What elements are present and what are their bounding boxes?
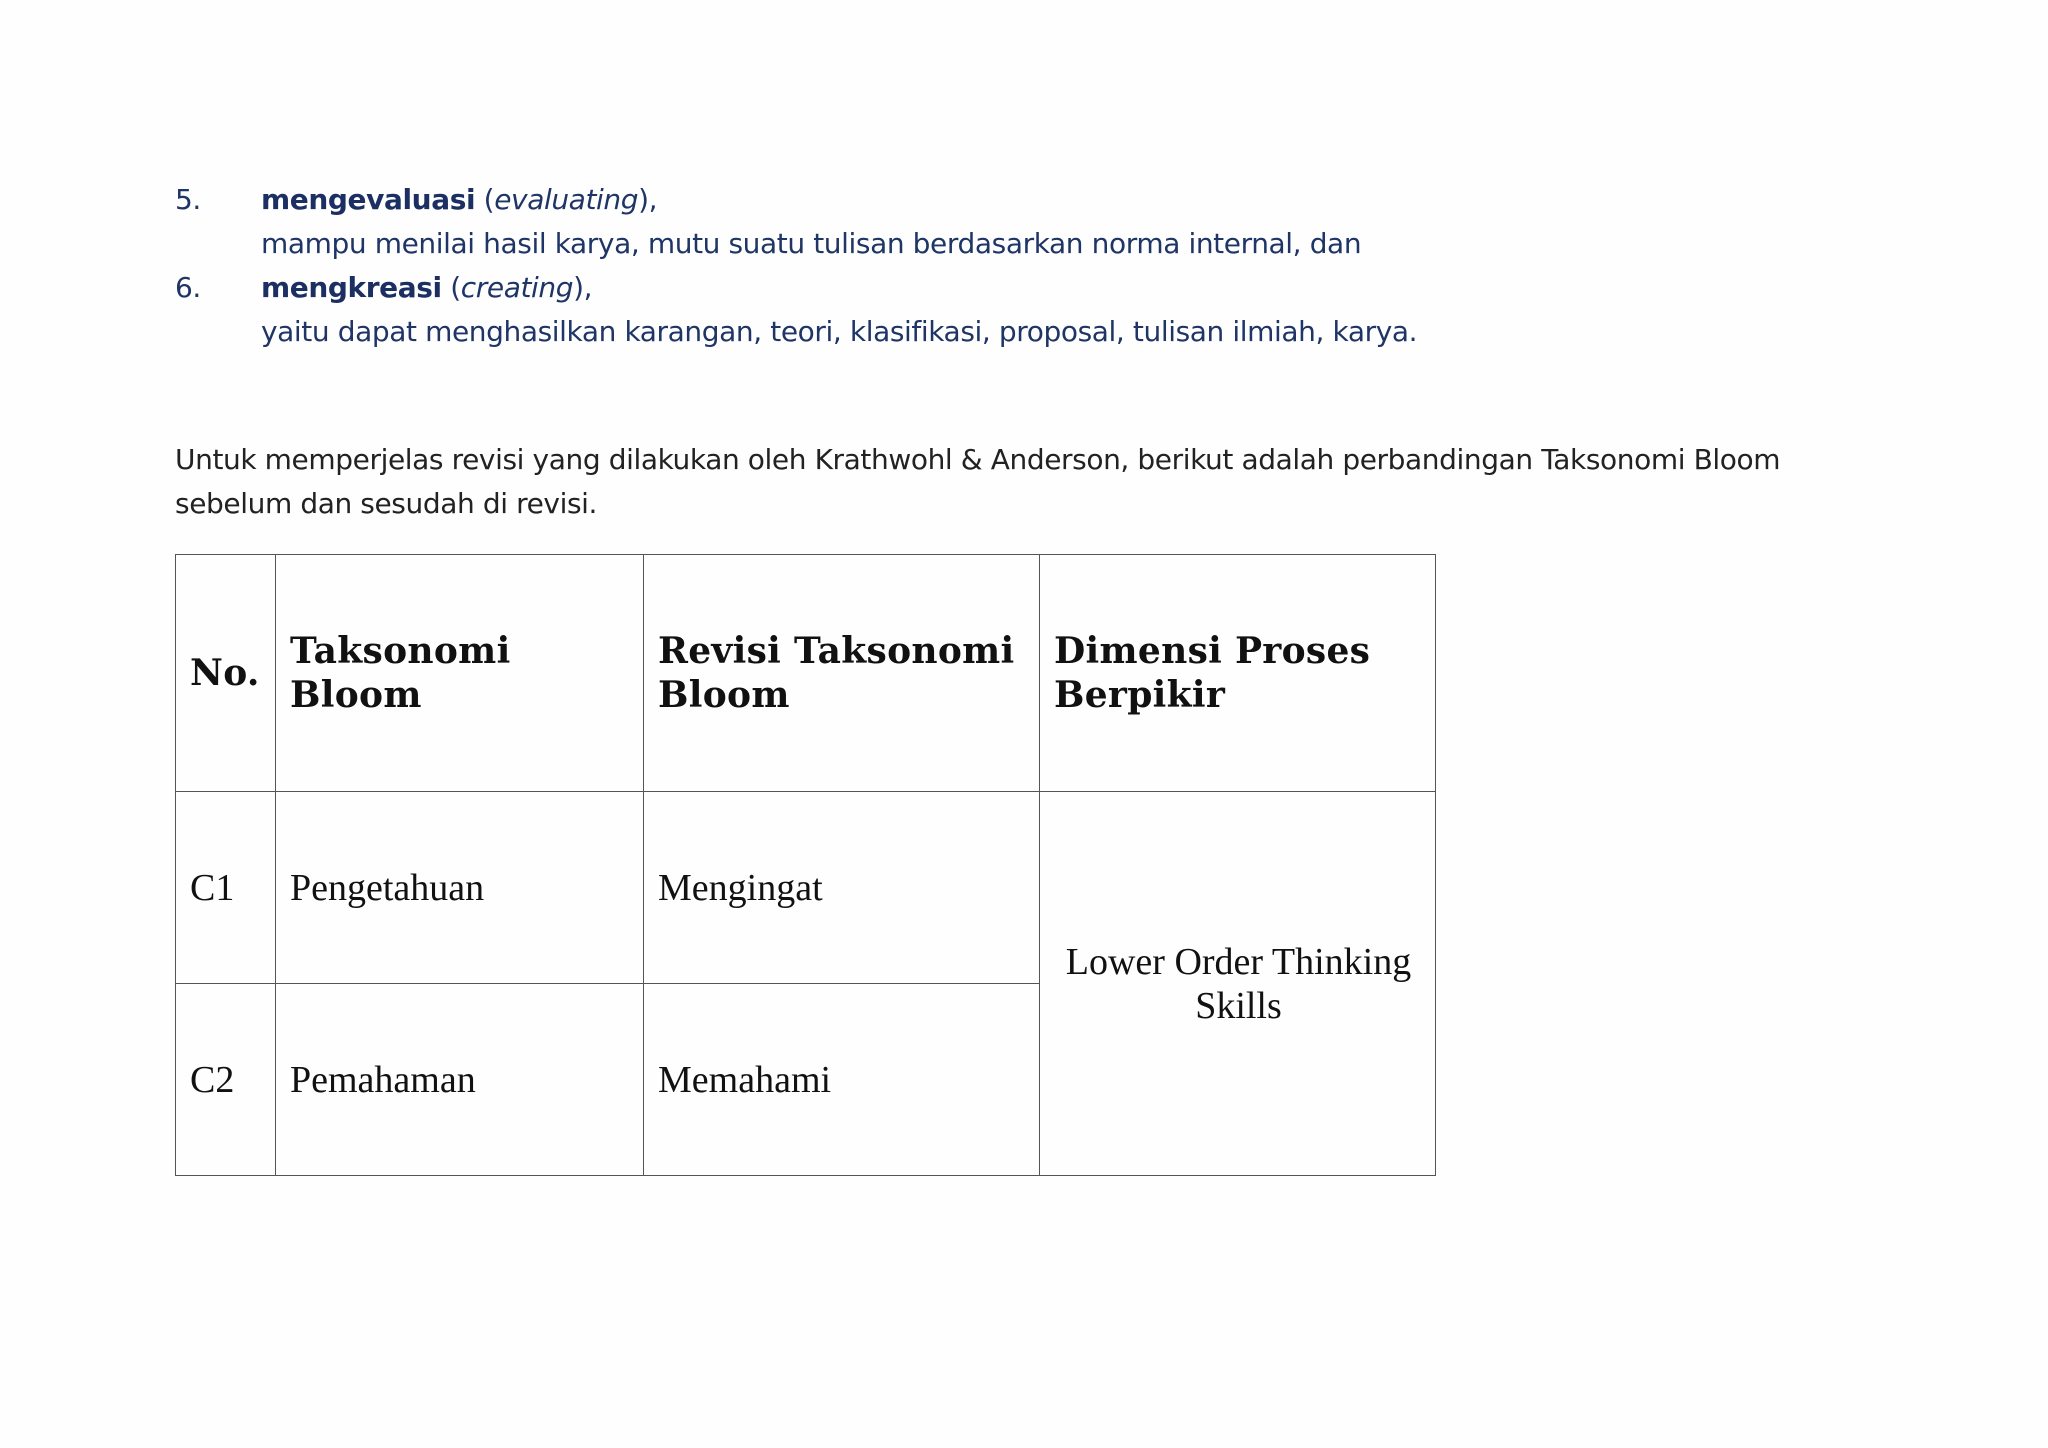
close-paren: ), bbox=[573, 271, 593, 304]
cell-revisi: Memahami bbox=[644, 984, 1040, 1176]
comparison-table bbox=[175, 554, 1436, 1176]
header-no: No. bbox=[176, 555, 276, 792]
list-item bbox=[175, 266, 1875, 354]
header-revisi-taksonomi: Revisi Taksonomi Bloom bbox=[644, 555, 1040, 792]
intro-paragraph: Untuk memperjelas revisi yang dilakukan oleh Krathwohl & Anderson, berikut adalah perbandingan Taksonomi Bloom sebelum dan sesudah di revisi. bbox=[175, 443, 1781, 520]
table-header-row bbox=[176, 555, 1436, 792]
cell-bloom: Pengetahuan bbox=[276, 792, 644, 984]
list-description: yaitu dapat menghasilkan karangan, teori, klasifikasi, proposal, tulisan ilmiah, karya. bbox=[261, 315, 1418, 348]
header-taksonomi-bloom: Taksonomi Bloom bbox=[276, 555, 644, 792]
english-term: evaluating bbox=[494, 183, 639, 216]
list-term: mengkreasi bbox=[261, 271, 442, 304]
cell-no: C2 bbox=[176, 984, 276, 1176]
numbered-list bbox=[175, 178, 1875, 354]
list-number: 5. bbox=[175, 183, 201, 216]
list-number: 6. bbox=[175, 271, 201, 304]
english-term: creating bbox=[460, 271, 574, 304]
open-paren: ( bbox=[441, 271, 461, 304]
cell-bloom: Pemahaman bbox=[276, 984, 644, 1176]
list-term: mengevaluasi bbox=[261, 183, 476, 216]
list-item bbox=[175, 178, 1875, 266]
list-description: mampu menilai hasil karya, mutu suatu tulisan berdasarkan norma internal, dan bbox=[261, 227, 1362, 260]
header-dimensi-proses: Dimensi Proses Berpikir bbox=[1040, 555, 1436, 792]
cell-revisi: Mengingat bbox=[644, 792, 1040, 984]
table-row bbox=[176, 792, 1436, 984]
cell-dimensi: Lower Order Thinking Skills bbox=[1040, 792, 1436, 1176]
close-paren: ), bbox=[638, 183, 658, 216]
open-paren: ( bbox=[475, 183, 495, 216]
cell-no: C1 bbox=[176, 792, 276, 984]
